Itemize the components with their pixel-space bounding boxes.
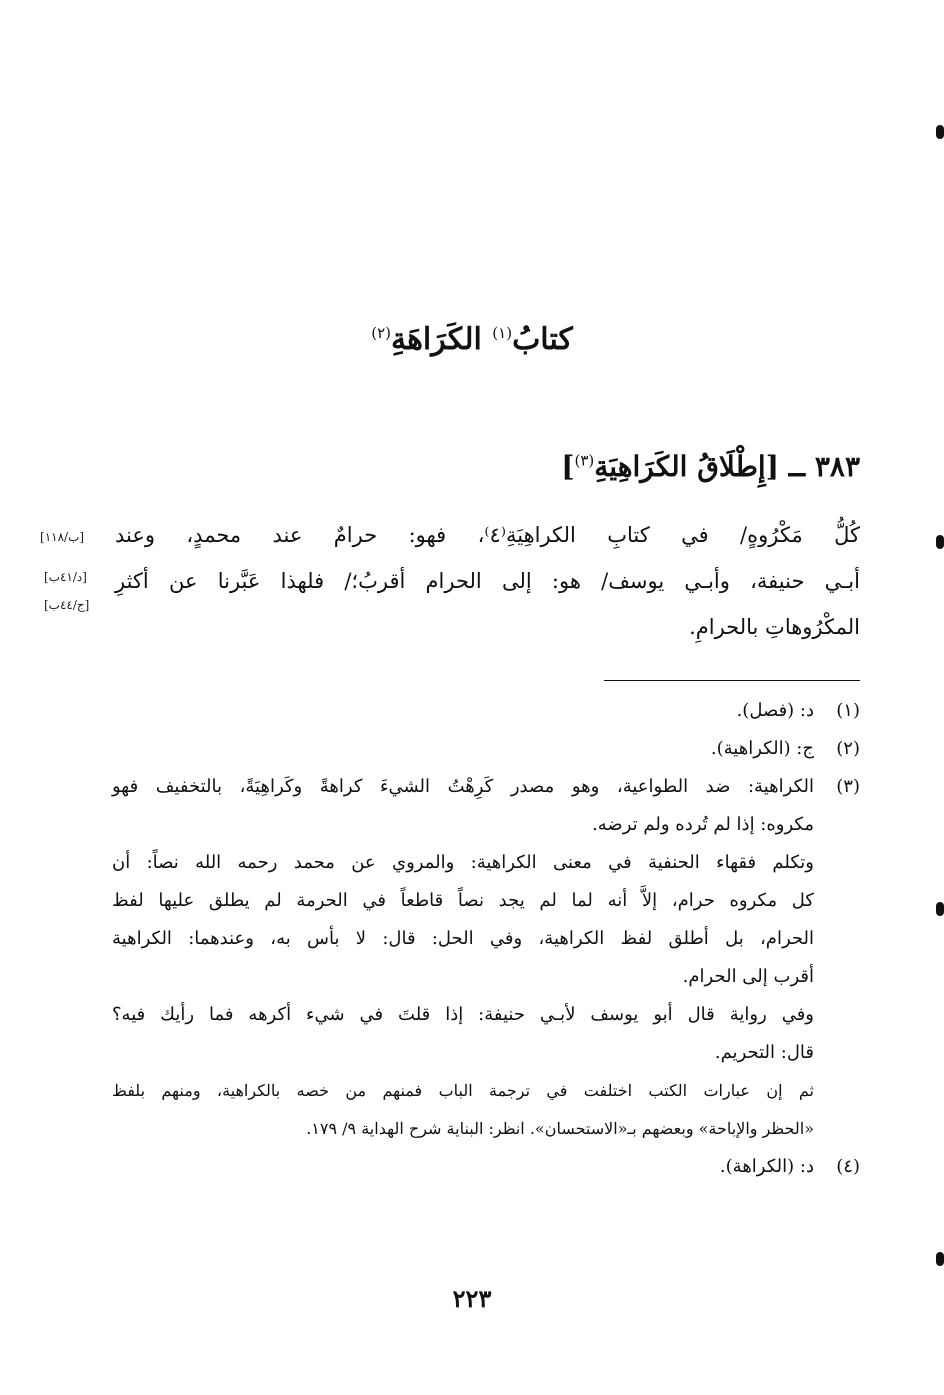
footnote-3-line-6: أقرب إلى الحرام. xyxy=(682,966,814,987)
footnote-4-text: د: (الكراهة). xyxy=(719,1156,814,1177)
footnote-3-line-5: الحرام، بل أطلق لفظ الكراهية، وفي الحل: قال: لا بأس به، وعندهما: الكراهية xyxy=(112,928,814,949)
binding-mark xyxy=(936,902,944,916)
footnote-1 xyxy=(112,692,860,730)
section-heading xyxy=(120,450,860,483)
main-text-line-2: أبـي حنيفة، وأبـي يوسف/ هو: إلى الحرام أقربُ؛/ فلهذا عَبَّرنا عن أكثرِ xyxy=(115,569,860,593)
section-title-close: ] xyxy=(561,450,575,483)
footnote-ref-1: (١) xyxy=(492,324,513,342)
footnote-3-line-8: قال: التحريم. xyxy=(714,1042,814,1063)
margin-reference-1: [ب/١١٨] xyxy=(40,530,85,544)
footnote-3-number: (٣) xyxy=(836,776,860,797)
footnote-2-number: (٢) xyxy=(836,738,860,759)
footnote-3-text xyxy=(112,768,814,1148)
footnote-ref-3: (٣) xyxy=(574,451,595,470)
book-title-word1: كتابُ xyxy=(512,322,573,357)
footnote-4 xyxy=(112,1148,860,1186)
book-title xyxy=(0,322,944,357)
footnotes xyxy=(112,692,860,1186)
main-text-line-3: المكْرُوهاتِ بالحرامِ. xyxy=(689,615,860,639)
binding-mark xyxy=(936,535,944,549)
footnote-3-line-2: مكروه: إذا لم تُرده ولم ترضه. xyxy=(592,814,814,835)
section-number: ٣٨٣ ــ xyxy=(788,450,860,483)
footnote-3-line-7: وفي رواية قال أبو يوسف لأبـي حنيفة: إذا قلتَ في شيء أكرهه فما رأيك فيه؟ xyxy=(112,1004,814,1025)
footnote-3-line-9: ثم إن عبارات الكتب اختلفت في ترجمة الباب فمنهم من خصه بالكراهية، ومنهم بلفظ xyxy=(112,1081,814,1100)
section-title: [إِطْلَاقُ الكَرَاهِيَةِ xyxy=(594,450,779,483)
book-title-word2: الكَرَاهَةِ xyxy=(390,322,482,357)
footnote-2-text: ج: (الكراهية). xyxy=(710,738,814,759)
footnote-1-text: د: (فصل). xyxy=(736,700,814,721)
binding-mark xyxy=(936,125,944,139)
main-text-line-1: كُلُّ مَكْرُوهٍ/ في كتابِ الكراهِيَةِ⁽٤⁾، فهو: حرامٌ عند محمدٍ، وعند xyxy=(115,523,860,547)
footnote-3-line-3: وتكلم فقهاء الحنفية في معنى الكراهية: والمروي عن محمد رحمه الله نصاً: أن xyxy=(112,852,814,873)
binding-mark xyxy=(936,1252,944,1266)
footnote-3-line-4: كل مكروه حرام، إلاَّ أنه لما لم يجد نصاً قاطعاً في الحرمة لم يطلق عليها لفظ xyxy=(112,890,814,911)
footnote-1-number: (١) xyxy=(836,700,860,721)
margin-reference-3: [ج/٤٤ب] xyxy=(44,598,90,612)
footnote-3 xyxy=(112,768,860,1148)
footnote-3-line-10: «الحظر والإباحة» وبعضهم بـ«الاستحسان». انظر: البناية شرح الهداية ٩/ ١٧٩. xyxy=(306,1119,814,1138)
footnote-2 xyxy=(112,730,860,768)
page-number: ٢٢٣ xyxy=(452,1284,492,1313)
footnote-3-line-1: الكراهية: ضد الطواعية، وهو مصدر كَرِهْتُ الشيءَ كراهةً وكَراهِيَةً، بالتخفيف فهو xyxy=(112,776,814,797)
main-text xyxy=(115,512,860,650)
footnote-separator xyxy=(604,680,860,681)
footnote-4-number: (٤) xyxy=(836,1156,860,1177)
margin-reference-2: [د/٤١ب] xyxy=(44,570,87,584)
footnote-ref-2: (٢) xyxy=(371,324,391,342)
